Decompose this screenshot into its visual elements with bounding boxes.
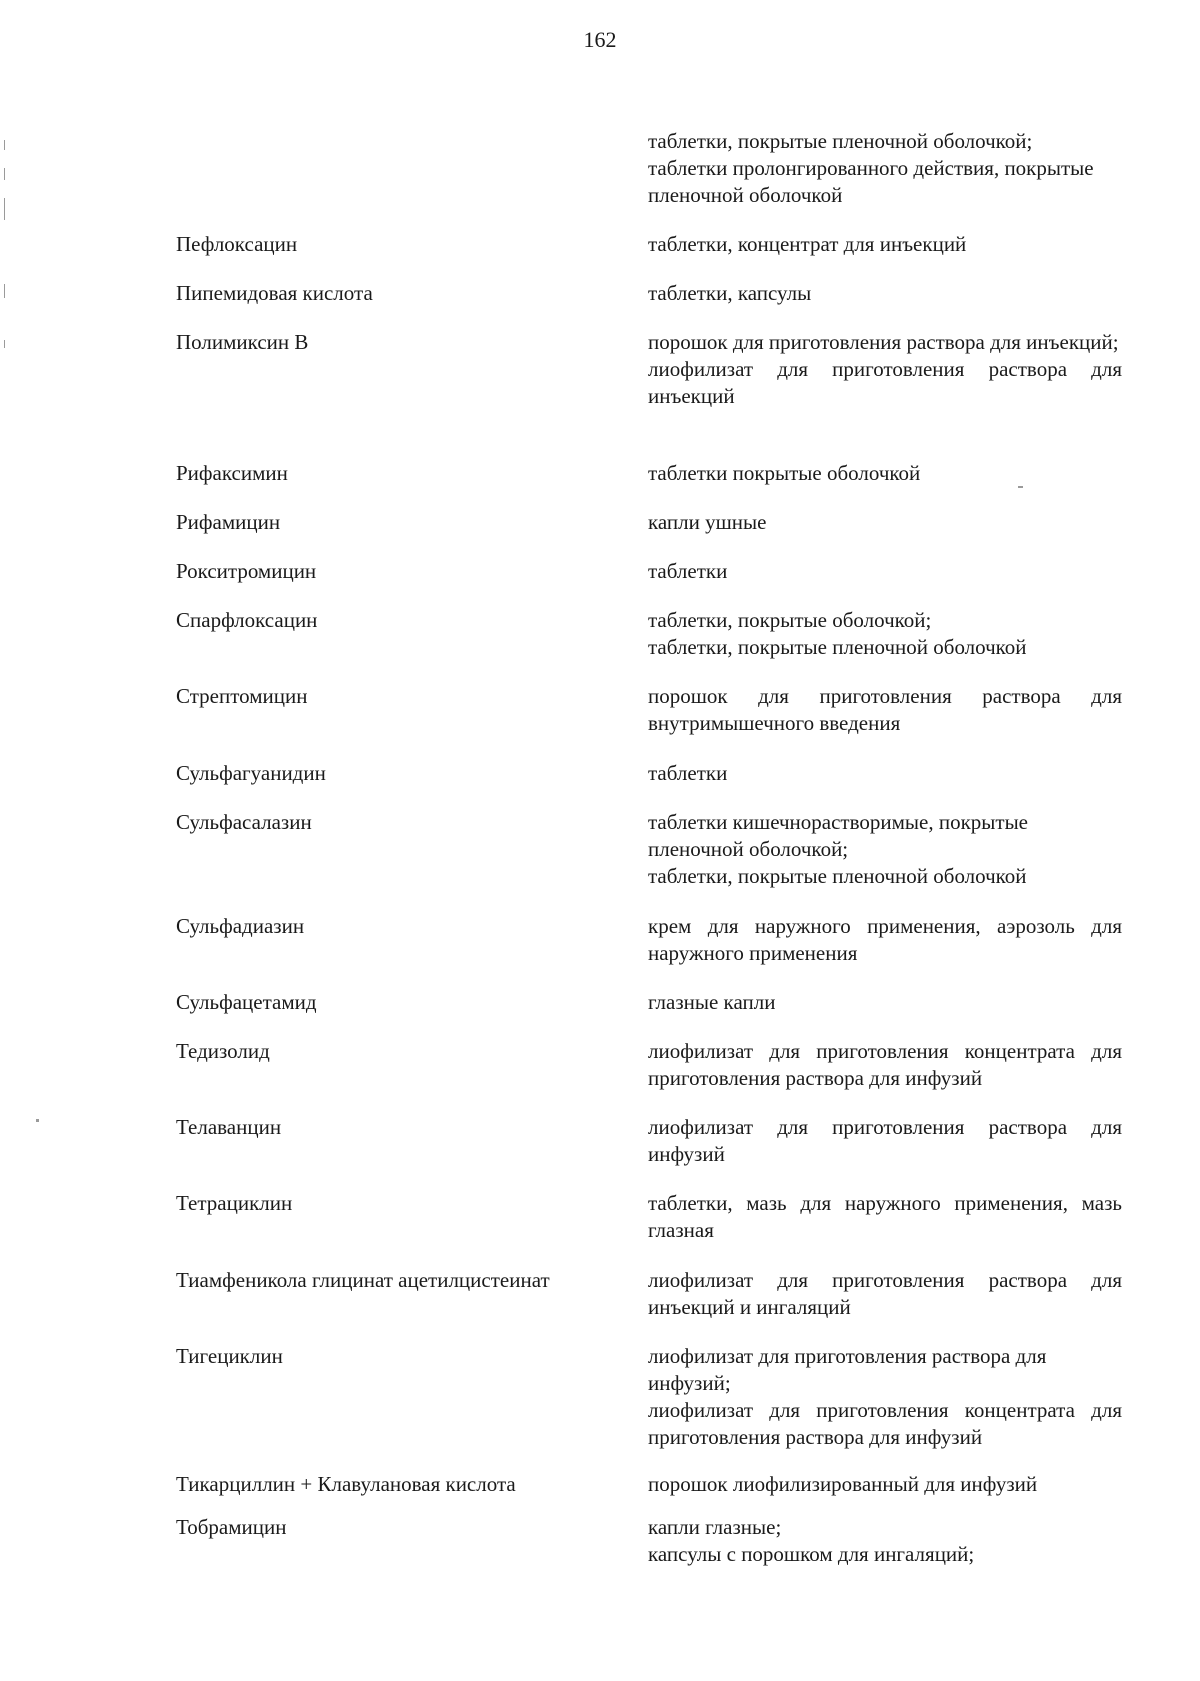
dosage-forms: [648, 460, 1122, 487]
dosage-form: таблетки, капсулы: [648, 281, 812, 305]
dosage-form: порошок для приготовления раствора для внутримышечного введения: [648, 684, 1122, 735]
drug-name: Пефлоксацин: [176, 232, 298, 256]
dosage-form: лиофилизат для приготовления концентрата для приготовления раствора для инфузий: [648, 1398, 1122, 1449]
dosage-forms: [648, 1038, 1122, 1092]
dosage-form: лиофилизат для приготовления раствора для инфузий;: [648, 1344, 1047, 1395]
dosage-forms: [648, 989, 1122, 1016]
dosage-form: глазные капли: [648, 990, 776, 1014]
drug-name: Тикарциллин + Клавулановая кислота: [176, 1472, 516, 1496]
dosage-forms: [648, 329, 1122, 410]
dosage-forms: [648, 1190, 1122, 1244]
dosage-forms: [648, 231, 1122, 258]
dosage-form: таблетки, покрытые пленочной оболочкой: [648, 864, 1027, 888]
dosage-form: таблетки кишечнорастворимые, покрытые пленочной оболочкой;: [648, 810, 1028, 861]
scan-mark: [36, 1119, 39, 1122]
dosage-form: лиофилизат для приготовления концентрата для приготовления раствора для инфузий: [648, 1039, 1122, 1090]
scan-mark: [4, 168, 5, 180]
drug-name: Стрептомицин: [176, 684, 308, 708]
dosage-form: таблетки: [648, 761, 728, 785]
page-number: 162: [583, 27, 617, 52]
dosage-forms: [648, 809, 1122, 890]
drug-name: Пипемидовая кислота: [176, 281, 373, 305]
dosage-forms: [648, 558, 1122, 585]
dosage-form: лиофилизат для приготовления раствора для инфузий: [648, 1115, 1122, 1166]
dosage-forms: [648, 913, 1122, 967]
dosage-forms: [648, 1114, 1122, 1168]
dosage-forms: [648, 1267, 1122, 1321]
dosage-form: таблетки пролонгированного действия, покрытые пленочной оболочкой: [648, 156, 1094, 207]
dosage-forms: [648, 280, 1122, 307]
dosage-form: таблетки, концентрат для инъекций: [648, 232, 967, 256]
drug-name: Сульфацетамид: [176, 990, 317, 1014]
dosage-form: таблетки, покрытые пленочной оболочкой: [648, 635, 1027, 659]
dosage-forms: [648, 683, 1122, 737]
drug-name: Тобрамицин: [176, 1515, 287, 1539]
dosage-form: капли глазные;: [648, 1515, 782, 1539]
drug-name: Рифамицин: [176, 510, 281, 534]
dosage-form: капли ушные: [648, 510, 767, 534]
drug-name: Рокситромицин: [176, 559, 317, 583]
dosage-forms: [648, 509, 1122, 536]
dosage-forms: [648, 607, 1122, 661]
dosage-forms: [648, 128, 1122, 209]
dosage-form: лиофилизат для приготовления раствора для инъекций: [648, 357, 1122, 408]
drug-name: Полимиксин В: [176, 330, 309, 354]
drug-name: Спарфлоксацин: [176, 608, 318, 632]
drug-name: Сульфадиазин: [176, 914, 305, 938]
dosage-form: порошок для приготовления раствора для инъекций;: [648, 330, 1119, 354]
dosage-forms: [648, 1471, 1122, 1498]
dosage-form: капсулы с порошком для ингаляций;: [648, 1542, 975, 1566]
drug-name: Телаванцин: [176, 1115, 282, 1139]
drug-name: Тигециклин: [176, 1344, 283, 1368]
dosage-form: таблетки, мазь для наружного применения, мазь глазная: [648, 1191, 1122, 1242]
dosage-form: крем для наружного применения, аэрозоль для наружного применения: [648, 914, 1122, 965]
drug-name: Тетрациклин: [176, 1191, 293, 1215]
dosage-forms: [648, 760, 1122, 787]
dosage-form: таблетки покрытые оболочкой: [648, 461, 921, 485]
dosage-forms: [648, 1514, 1122, 1568]
scan-mark: [4, 284, 5, 298]
drug-name: Сульфагуанидин: [176, 761, 326, 785]
dosage-form: таблетки, покрытые пленочной оболочкой;: [648, 129, 1033, 153]
dosage-forms: [648, 1343, 1122, 1451]
drug-name: Тиамфеникола глицинат ацетилцистеинат: [176, 1268, 550, 1292]
dosage-form: таблетки, покрытые оболочкой;: [648, 608, 932, 632]
dosage-form: порошок лиофилизированный для инфузий: [648, 1472, 1038, 1496]
scan-mark: [4, 340, 5, 348]
drug-name: Тедизолид: [176, 1039, 270, 1063]
scan-mark: [4, 198, 5, 220]
drug-name: Сульфасалазин: [176, 810, 312, 834]
dosage-form: таблетки: [648, 559, 728, 583]
drug-name: Рифаксимин: [176, 461, 288, 485]
scan-mark: [4, 140, 5, 150]
dosage-form: лиофилизат для приготовления раствора для инъекций и ингаляций: [648, 1268, 1122, 1319]
